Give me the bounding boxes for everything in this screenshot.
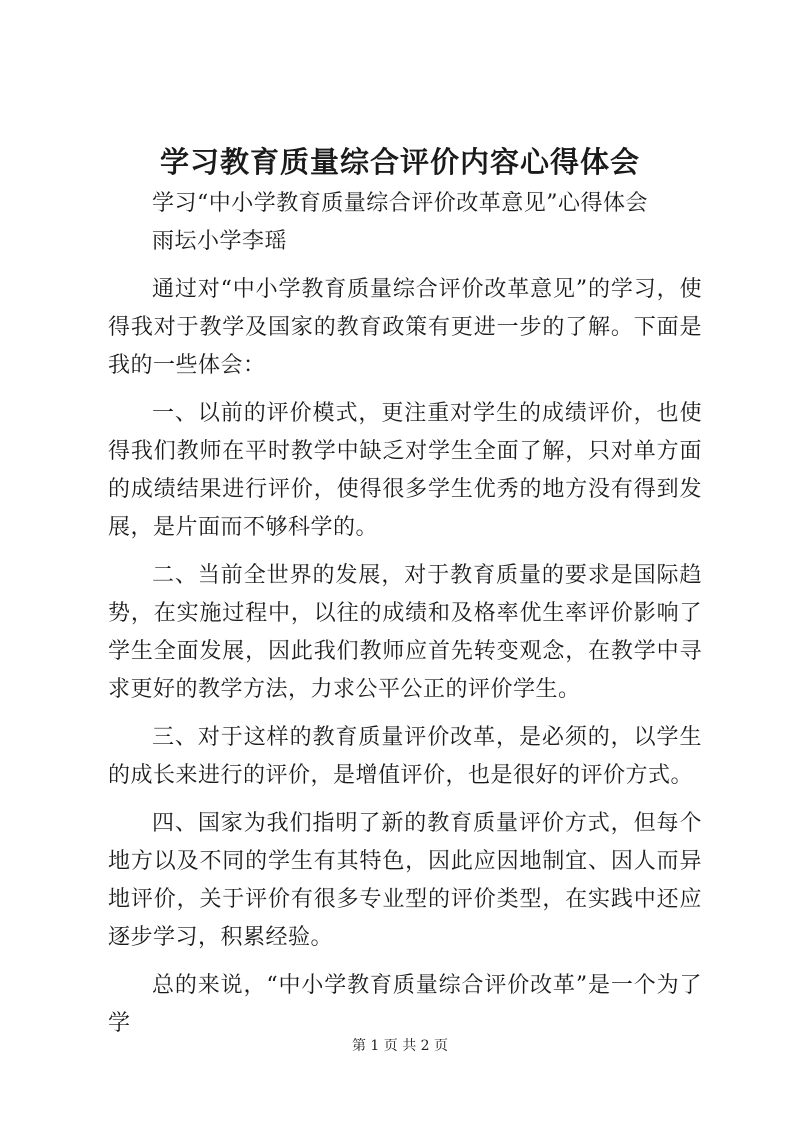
body-paragraph: 一、以前的评价模式，更注重对学生的成绩评价，也使得我们教师在平时教学中缺乏对学生全面了解，只对单方面的成绩结果进行评价，使得很多学生优秀的地方没有得到发展，是片面而不够科学的。 bbox=[108, 401, 702, 540]
document-body bbox=[108, 185, 702, 1043]
body-paragraph: 总的来说，“中小学教育质量综合评价改革”是一个为了学 bbox=[108, 973, 702, 1036]
subtitle-line: 学习“中小学教育质量综合评价改革意见”心得体会 bbox=[152, 191, 648, 216]
author-line: 雨坛小学李瑶 bbox=[152, 229, 288, 254]
body-paragraph: 三、对于这样的教育质量评价改革，是必须的，以学生的成长来进行的评价，是增值评价，也是很好的评价方式。 bbox=[108, 725, 702, 788]
body-paragraph: 通过对“中小学教育质量综合评价改革意见”的学习，使得我对于教学及国家的教育政策有更进一步的了解。下面是我的一些体会： bbox=[108, 277, 702, 378]
document-title: 学习教育质量综合评价内容心得体会 bbox=[159, 145, 640, 179]
body-paragraph: 二、当前全世界的发展，对于教育质量的要求是国际趋势，在实施过程中，以往的成绩和及格率优生率评价影响了学生全面发展，因此我们教师应首先转变观念，在教学中寻求更好的教学方法，力求公平公正的评价学生。 bbox=[108, 563, 702, 702]
body-paragraph: 四、国家为我们指明了新的教育质量评价方式，但每个地方以及不同的学生有其特色，因此应因地制宜、因人而异地评价，关于评价有很多专业型的评价类型，在实践中还应逐步学习，积累经验。 bbox=[108, 811, 702, 950]
page-number-footer: 第 1 页 共 2 页 bbox=[351, 1038, 449, 1054]
